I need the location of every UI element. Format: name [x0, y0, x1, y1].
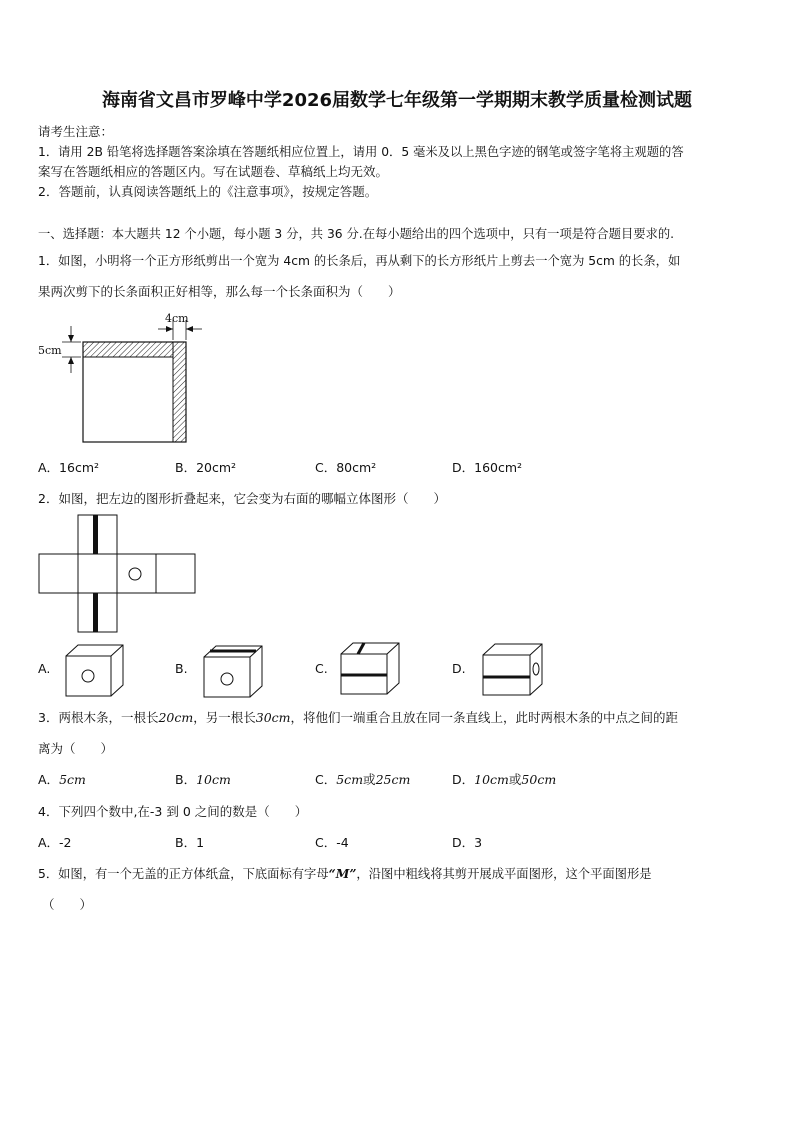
q3-text-part-1: 3．两根木条，一根长: [38, 710, 159, 725]
q5-text-part-1: 5．如图，有一个无盖的正方体纸盒，下底面标有字母: [38, 867, 329, 881]
q3-option-b-value: 10cm: [196, 772, 231, 787]
q2-text: 2．如图，把左边的图形折叠起来，它会变为右面的哪幅立体图形（ ）: [38, 491, 446, 506]
q3-option-a-value: 5cm: [59, 772, 86, 787]
q3-option-d-or: 或: [508, 772, 522, 787]
q2-cube-c[interactable]: [341, 643, 399, 694]
q3-text-part-3: ，将他们一端重合且放在同一条直线上，此时两根木条的中点之间的距: [290, 710, 679, 725]
notice-line-1a: 1．请用 2B 铅笔将选择题答案涂填在答题纸相应位置上，请用 0．5 毫米及以上黑色字迹的钢笔或签字笔将主观题的答: [38, 145, 684, 159]
q2-option-d-letter[interactable]: D.: [452, 661, 466, 676]
q1-option-c[interactable]: C．80cm²: [315, 460, 377, 475]
q2-cube-b[interactable]: [204, 646, 262, 697]
notice-line-2: 2．答题前，认真阅读答题纸上的《注意事项》，按规定答题。: [38, 184, 378, 199]
q1-text-line-2: 果两次剪下的长条面积正好相等，那么每一个长条面积为（ ）: [38, 284, 401, 299]
q3-option-d-value-2: 50cm: [521, 772, 557, 787]
q5-text-part-2: ，沿图中粗线将其剪开展成平面图形，这个平面图形是: [356, 867, 652, 881]
q3-option-c-value-1: 5cm: [336, 772, 364, 787]
q1-option-d[interactable]: D．160cm²: [452, 460, 523, 475]
q2-option-c-letter[interactable]: C.: [315, 661, 328, 676]
q3-length-1: 20cm: [158, 710, 194, 725]
q5-text-line-2: （ ）: [42, 897, 93, 912]
q3-option-a[interactable]: [38, 770, 86, 788]
q3-text-part-2: ，另一根长: [193, 710, 256, 725]
notice-line-1b: 案写在答题纸相应的答题区内。写在试题卷、草稿纸上均无效。: [38, 164, 389, 179]
page-title: 海南省文昌市罗峰中学2026届数学七年级第一学期期末教学质量检测试题: [101, 90, 693, 111]
q1-dimension-label-5cm: 5cm: [38, 344, 62, 357]
q3-option-c-value-2: 25cm: [375, 772, 411, 787]
q3-text-line-2: 离为（ ）: [38, 741, 114, 756]
q4-option-b[interactable]: B．1: [175, 835, 205, 850]
q3-length-2: 30cm: [255, 710, 291, 725]
q3-text-line-1: [38, 708, 678, 726]
q4-text: 4．下列四个数中,在-3 到 0 之间的数是（ ）: [38, 804, 308, 819]
q5-letter-m: “M”: [328, 866, 357, 881]
q2-option-b-letter[interactable]: B.: [175, 661, 188, 676]
q3-option-d[interactable]: [452, 770, 556, 788]
q3-option-a-letter: A．: [38, 772, 60, 787]
q2-cube-a[interactable]: [66, 645, 123, 696]
q3-option-c-letter: C．: [315, 772, 337, 787]
q1-option-b[interactable]: B．20cm²: [175, 460, 237, 475]
q1-dimension-label-4cm: 4cm: [165, 312, 189, 325]
q1-text-line-1: 1．如图，小明将一个正方形纸剪出一个宽为 4cm 的长条后，再从剩下的长方形纸片上剪去一个宽为 5cm 的长条，如: [38, 254, 681, 268]
q2-option-a-letter[interactable]: A.: [38, 661, 51, 676]
q4-option-d[interactable]: D．3: [452, 835, 483, 850]
q3-option-d-letter: D．: [452, 772, 475, 787]
q5-text-line-1: [38, 864, 652, 882]
notice-header: 请考生注意：: [38, 124, 114, 139]
q3-option-b-letter: B．: [175, 772, 197, 787]
q4-option-a[interactable]: A．-2: [38, 835, 72, 850]
section-heading: 一、选择题：本大题共 12 个小题，每小题 3 分，共 36 分.在每小题给出的四个选项中，只有一项是符合题目要求的.: [38, 227, 675, 241]
q3-option-b[interactable]: [175, 770, 231, 788]
q3-option-c-or: 或: [363, 772, 376, 787]
q3-option-c[interactable]: [315, 770, 410, 788]
q4-option-c[interactable]: C．-4: [315, 835, 349, 850]
q2-cube-d[interactable]: [483, 644, 542, 695]
q1-option-a[interactable]: A．16cm²: [38, 460, 100, 475]
q3-option-d-value-1: 10cm: [474, 772, 509, 787]
